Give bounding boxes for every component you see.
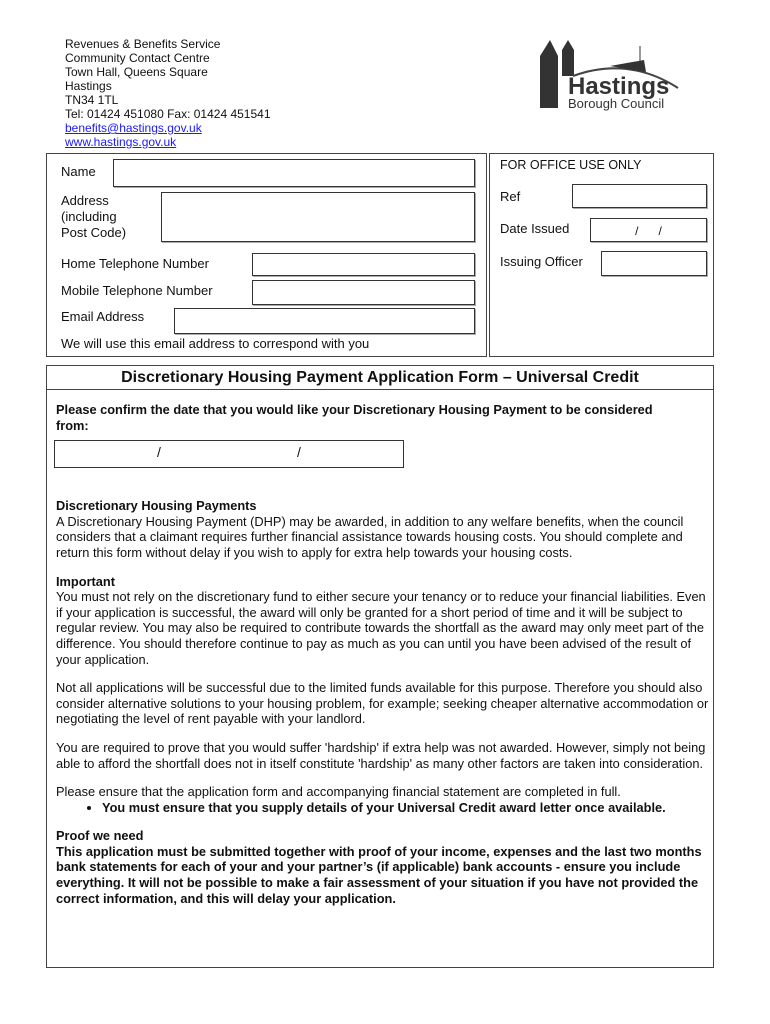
- uc-award-bullet: • You must ensure that you supply details of your Universal Credit award letter once available.: [102, 800, 711, 816]
- address-line: Hastings: [65, 79, 112, 93]
- home-telephone-label: Home Telephone Number: [61, 256, 209, 271]
- issuing-officer-label: Issuing Officer: [500, 254, 583, 269]
- proof-heading: Proof we need: [56, 828, 144, 844]
- date-separator: /: [297, 444, 301, 461]
- ref-field[interactable]: [572, 184, 707, 208]
- svg-text:Borough Council: Borough Council: [568, 96, 665, 111]
- date-question: Please confirm the date that you would like your Discretionary Housing Payment to be considered from:: [56, 402, 653, 433]
- hastings-logo: [528, 36, 688, 114]
- proof-text: This application must be submitted together with proof of your income, expenses and the last two months bank statements for each of your and your partner’s (if applicable) bank accounts - ensure you include everything. It will not be possible to make a fair assessment of your situation if you have not provided the correct information, and this will delay your application.: [56, 843, 702, 906]
- email-link[interactable]: benefits@hastings.gov.uk: [65, 121, 202, 135]
- date-issued-field[interactable]: / /: [590, 218, 707, 242]
- address-line: Town Hall, Queens Square: [65, 65, 208, 79]
- dhp-heading: Discretionary Housing Payments: [56, 498, 257, 514]
- dhp-text: A Discretionary Housing Payment (DHP) may be awarded, in addition to any welfare benefits, when the council considers that a claimant requires further financial assistance towards housing costs. You should complete and return this form without delay if you wish to apply for extra help towards your housing costs.: [56, 513, 684, 560]
- office-use-heading: FOR OFFICE USE ONLY: [500, 158, 642, 172]
- name-field[interactable]: [113, 159, 475, 187]
- date-separator: /: [157, 444, 161, 461]
- email-label: Email Address: [61, 309, 145, 324]
- mobile-telephone-label: Mobile Telephone Number: [61, 283, 213, 298]
- website-link[interactable]: www.hastings.gov.uk: [65, 135, 177, 149]
- application-form-box: [46, 365, 714, 968]
- address-line: TN34 1TL: [65, 93, 119, 107]
- dhp-start-date-field[interactable]: [54, 440, 404, 468]
- issuing-officer-field[interactable]: [601, 251, 707, 276]
- mobile-telephone-field[interactable]: [252, 280, 475, 305]
- complete-form-paragraph: Please ensure that the application form and accompanying financial statement are completed in full.: [56, 784, 621, 800]
- hardship-paragraph: You are required to prove that you would suffer 'hardship' if extra help was not awarded. However, simply not being able to afford the shortfall does not in itself constitute 'hardship' as many other factors are taken into consideration.: [56, 739, 706, 771]
- council-address: [65, 37, 271, 149]
- requirements-list: [56, 800, 711, 816]
- important-heading: Important: [56, 573, 116, 589]
- address-line: Community Contact Centre: [65, 51, 210, 65]
- address-field[interactable]: [161, 192, 475, 242]
- important-text: You must not rely on the discretionary fund to either secure your tenancy or to reduce your financial liabilities. Even if your application is successful, the award will only be granted for a short period of time and it will be subject to regular review. You may also be required to contribute towards the shortfall as the award may only meet part of the difference. You should therefore continue to pay as much as you can until you have been advised of the result of your application.: [56, 589, 706, 667]
- name-label: Name: [61, 164, 96, 179]
- address-line: Revenues & Benefits Service: [65, 37, 221, 51]
- logo-icon: [528, 36, 688, 114]
- svg-text:Hastings: Hastings: [568, 73, 670, 100]
- contact-numbers: Tel: 01424 451080 Fax: 01424 451541: [65, 107, 271, 121]
- address-label: Address (including Post Code): [61, 193, 127, 240]
- alternatives-paragraph: Not all applications will be successful due to the limited funds available for this purpose. Therefore you should also consider alternative solutions to your housing problem, for example; seeking cheaper alternative accommodation or negotiating the level of rent payable with your landlord.: [56, 680, 709, 727]
- email-note: We will use this email address to correspond with you: [61, 336, 370, 351]
- form-title: Discretionary Housing Payment Application Form – Universal Credit: [47, 366, 713, 390]
- home-telephone-field[interactable]: [252, 253, 475, 276]
- email-field[interactable]: [174, 308, 475, 334]
- date-issued-label: Date Issued: [500, 221, 570, 236]
- ref-label: Ref: [500, 189, 521, 204]
